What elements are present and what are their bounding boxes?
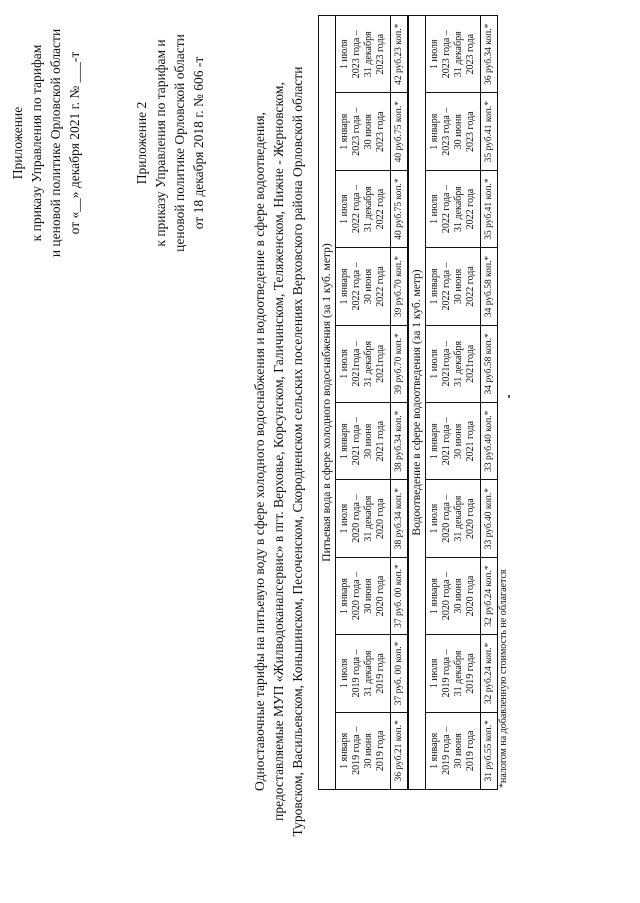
tariff-value-cell: 37 руб. 00 коп.* bbox=[391, 557, 408, 634]
period-cell: 1 января 2023 года – 30 июня 2023 года bbox=[336, 93, 391, 170]
document-title bbox=[250, 0, 307, 903]
period-cell: 1 июля 2020 года – 31 декабря 2020 года bbox=[336, 480, 391, 557]
period-cell: 1 января 2020 года – 30 июня 2020 года bbox=[336, 557, 391, 634]
period-cell: 1 января 2023 года – 30 июня 2023 года bbox=[426, 93, 481, 170]
tariff-value-cell: 38 руб.34 коп.* bbox=[391, 480, 408, 557]
tariff-value-cell: 37 руб. 00 коп.* bbox=[391, 635, 408, 712]
drinking-water-table bbox=[318, 15, 408, 790]
appendix-2-line: ценовой политике Орловской области bbox=[172, 34, 187, 252]
period-cell: 1 июля 2023 года – 31 декабря 2023 года bbox=[336, 16, 391, 93]
wastewater-table bbox=[408, 15, 498, 790]
period-cell: 1 июля 2019 года – 31 декабря 2019 года bbox=[336, 635, 391, 712]
tariff-value-cell: 34 руб.58 коп.* bbox=[481, 248, 498, 325]
tariff-value-cell: 32 руб.24 коп.* bbox=[481, 635, 498, 712]
tariff-value-cell: 38 руб.34 коп.* bbox=[391, 403, 408, 480]
tariff-value-cell: 39 руб.70 коп.* bbox=[391, 325, 408, 402]
appendix-line: и ценовой политике Орловской области bbox=[48, 28, 63, 258]
appendix-line: к приказу Управления по тарифам bbox=[29, 44, 44, 242]
tariff-value-cell: 40 руб.75 коп.* bbox=[391, 93, 408, 170]
tariff-value-cell: 36 руб.34 коп.* bbox=[481, 16, 498, 93]
tariff-value-row bbox=[391, 16, 408, 790]
appendix-2-line: к приказу Управления по тарифам и bbox=[153, 39, 168, 247]
appendix-title: Приложение bbox=[10, 106, 25, 180]
period-cell: 1 января 2019 года – 30 июня 2019 года bbox=[336, 712, 391, 789]
tariff-value-cell: 35 руб.41 коп.* bbox=[481, 170, 498, 247]
period-cell: 1 января 2021 года – 30 июня 2021 года bbox=[336, 403, 391, 480]
tariff-value-cell: 36 руб.21 коп.* bbox=[391, 712, 408, 789]
vat-footnote: *налогом на добавленную стоимость не облагается bbox=[498, 569, 509, 788]
appendix-2-title: Приложение 2 bbox=[134, 101, 149, 185]
period-cell: 1 июля 2022 года – 31 декабря 2022 года bbox=[426, 170, 481, 247]
tariff-tables bbox=[318, 15, 509, 790]
period-cell: 1 января 2019 года – 30 июня 2019 года bbox=[426, 712, 481, 789]
tariff-value-cell: 32 руб.24 коп.* bbox=[481, 557, 498, 634]
tariff-value-cell: 34 руб.58 коп.* bbox=[481, 325, 498, 402]
tariff-value-cell: 40 руб.75 коп.* bbox=[391, 170, 408, 247]
period-cell: 1 июля 2020 года – 31 декабря 2020 года bbox=[426, 480, 481, 557]
wastewater-header: Водоотведение в сфере водоотведения (за 1 куб. метр) bbox=[409, 16, 426, 790]
tariff-value-cell: 35 руб.41 коп.* bbox=[481, 93, 498, 170]
scan-speck bbox=[508, 395, 510, 398]
tariff-value-cell: 33 руб.40 коп.* bbox=[481, 480, 498, 557]
period-row bbox=[426, 16, 481, 790]
period-cell: 1 июля 2019 года – 31 декабря 2019 года bbox=[426, 635, 481, 712]
appendix-2-header bbox=[132, 8, 208, 278]
appendix-date-line: от «__» декабря 2021 г. № ___-т bbox=[67, 51, 82, 235]
period-cell: 1 января 2020 года – 30 июня 2020 года bbox=[426, 557, 481, 634]
appendix-2-date-line: от 18 декабря 2018 г. № 606 -т bbox=[191, 56, 206, 230]
period-cell: 1 января 2022 года – 30 июня 2022 года bbox=[426, 248, 481, 325]
tariff-value-cell: 39 руб.70 коп.* bbox=[391, 248, 408, 325]
title-line: Туровском, Васильевском, Коньшинском, Песоченском, Скородненском сельских поселениях Верховского района Орловской области bbox=[290, 66, 305, 837]
title-line: Одноставочные тарифы на питьевую воду в сфере холодного водоснабжения и водоотведение в сфере водоотведения, bbox=[252, 112, 267, 791]
period-cell: 1 июля 2021года – 31 декабря 2021года bbox=[426, 325, 481, 402]
period-cell: 1 июля 2022 года – 31 декабря 2022 года bbox=[336, 170, 391, 247]
title-line: предоставляемые МУП «Жилводоканалсервис» в пгт. Верховье, Корсунском, Галичинском, Теляженском, Нижне - Жерновском, bbox=[271, 82, 286, 821]
tariff-value-cell: 42 руб.23 коп.* bbox=[391, 16, 408, 93]
period-cell: 1 января 2022 года – 30 июня 2022 года bbox=[336, 248, 391, 325]
period-cell: 1 июля 2021года – 31 декабря 2021года bbox=[336, 325, 391, 402]
appendix-header bbox=[8, 8, 84, 278]
period-cell: 1 января 2021 года – 30 июня 2021 года bbox=[426, 403, 481, 480]
period-cell: 1 июля 2023 года – 31 декабря 2023 года bbox=[426, 16, 481, 93]
tariff-value-row bbox=[481, 16, 498, 790]
tariff-value-cell: 31 руб.55 коп.* bbox=[481, 712, 498, 789]
tariff-value-cell: 33 руб.40 коп.* bbox=[481, 403, 498, 480]
drinking-water-header: Питьевая вода в сфере холодного водоснабжения (за 1 куб. метр) bbox=[319, 16, 336, 790]
period-row bbox=[336, 16, 391, 790]
